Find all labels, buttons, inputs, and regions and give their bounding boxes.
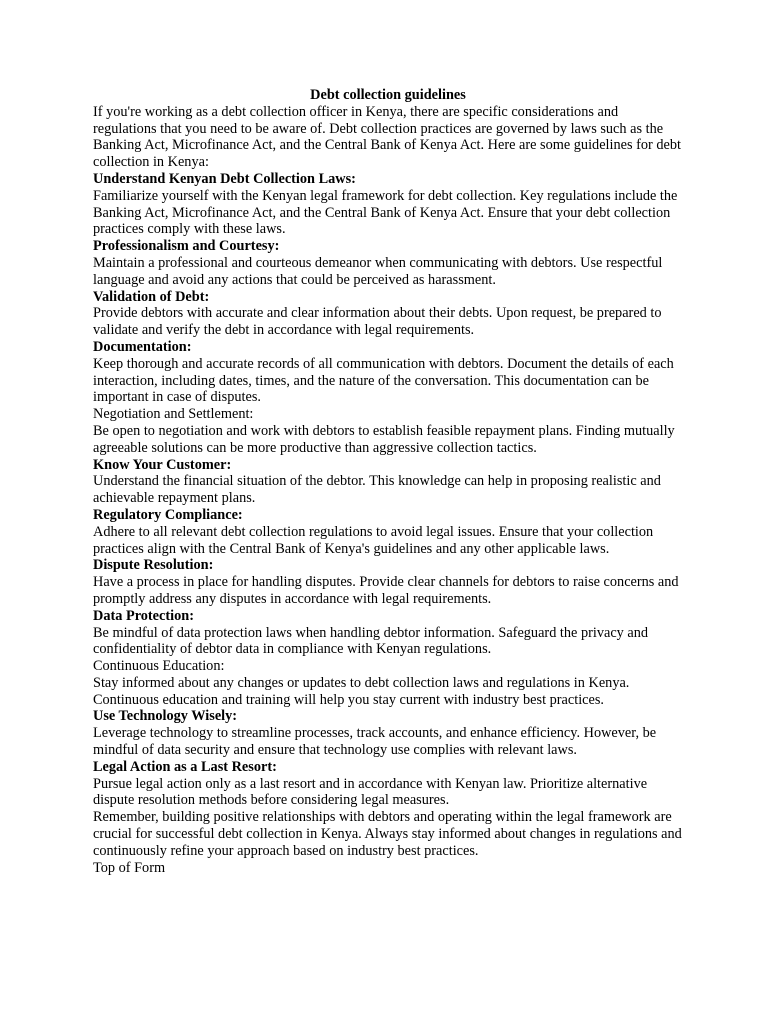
section-heading: Legal Action as a Last Resort: <box>93 758 277 775</box>
document-page <box>93 87 683 876</box>
section-body: Maintain a professional and courteous demeanor when communicating with debtors. Use respectful language and avoid any actions that could be perceived as harassment. <box>93 254 663 288</box>
guideline-section <box>93 507 683 557</box>
section-heading: Know Your Customer: <box>93 456 232 473</box>
guideline-section <box>93 557 683 607</box>
section-body: Familiarize yourself with the Kenyan legal framework for debt collection. Key regulations include the Banking Act, Microfinance Act, and the Central Bank of Kenya Act. Ensure that your debt collection practices comply with these laws. <box>93 187 678 238</box>
section-body: Be mindful of data protection laws when handling debtor information. Safeguard the privacy and confidentiality of debtor data in compliance with Kenyan regulations. <box>93 624 649 658</box>
section-heading: Negotiation and Settlement: <box>93 406 254 423</box>
intro-paragraph: If you're working as a debt collection officer in Kenya, there are specific considerations and regulations that you need to be aware of. Debt collection practices are governed by laws such as the Banking Act, Microfinance Act, and the Central Bank of Kenya Act. Here are some guidelines for debt collection in Kenya: <box>93 103 681 171</box>
section-body: Keep thorough and accurate records of all communication with debtors. Document the details of each interaction, including dates, times, and the nature of the conversation. This documentation can be important in case of disputes. <box>93 355 674 406</box>
section-heading: Documentation: <box>93 338 192 355</box>
footer-text: Top of Form <box>93 859 166 876</box>
section-body: Adhere to all relevant debt collection regulations to avoid legal issues. Ensure that your collection practices align with the Central Bank of Kenya's guidelines and any other applicable laws. <box>93 523 654 557</box>
section-heading: Continuous Education: <box>93 658 225 675</box>
section-heading: Dispute Resolution: <box>93 557 214 574</box>
section-heading: Validation of Debt: <box>93 288 210 305</box>
guideline-section <box>93 708 683 758</box>
guideline-section <box>93 759 683 809</box>
section-heading: Understand Kenyan Debt Collection Laws: <box>93 170 356 187</box>
document-title: Debt collection guidelines <box>310 87 466 103</box>
section-body: Understand the financial situation of the debtor. This knowledge can help in proposing realistic and achievable repayment plans. <box>93 473 661 507</box>
section-body: Provide debtors with accurate and clear information about their debts. Upon request, be prepared to validate and verify the debt in accordance with legal requirements. <box>93 305 662 339</box>
closing-paragraph: Remember, building positive relationships with debtors and operating within the legal framework are crucial for successful debt collection in Kenya. Always stay informed about changes in regulations and continuously refine your approach based on industry best practices. <box>93 809 682 859</box>
guideline-section <box>93 339 683 406</box>
guideline-section <box>93 406 683 456</box>
section-heading: Use Technology Wisely: <box>93 708 238 725</box>
section-body: Stay informed about any changes or updates to debt collection laws and regulations in Kenya. Continuous education and training will help you stay current with industry best practices. <box>93 674 630 708</box>
section-body: Be open to negotiation and work with debtors to establish feasible repayment plans. Finding mutually agreeable solutions can be more productive than aggressive collection tactics. <box>93 422 675 456</box>
section-heading: Professionalism and Courtesy: <box>93 238 280 255</box>
guideline-section <box>93 289 683 339</box>
section-heading: Regulatory Compliance: <box>93 506 243 523</box>
guideline-section <box>93 658 683 708</box>
section-heading: Data Protection: <box>93 607 194 624</box>
section-body: Leverage technology to streamline processes, track accounts, and enhance efficiency. However, be mindful of data security and ensure that technology use complies with relevant laws. <box>93 725 657 759</box>
guideline-section <box>93 238 683 288</box>
section-body: Have a process in place for handling disputes. Provide clear channels for debtors to raise concerns and promptly address any disputes in accordance with legal requirements. <box>93 574 679 607</box>
guideline-section <box>93 608 683 658</box>
guideline-section <box>93 171 683 238</box>
guideline-section <box>93 457 683 507</box>
section-list <box>93 171 683 809</box>
section-body: Pursue legal action only as a last resort and in accordance with Kenyan law. Prioritize alternative dispute resolution methods before considering legal measures. <box>93 775 648 809</box>
